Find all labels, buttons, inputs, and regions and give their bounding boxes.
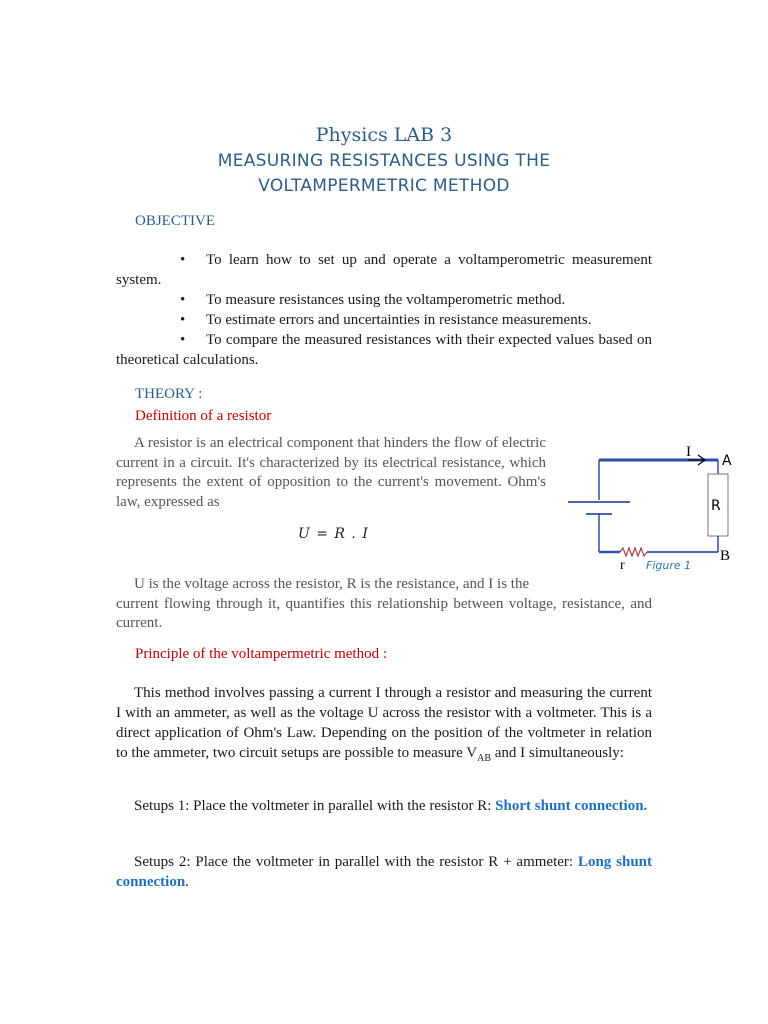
setup-1-paragraph: Setups 1: Place the voltmeter in parallel with the resistor R: Short shunt connection. [134, 798, 648, 814]
principle-heading: Principle of the voltampermetric method : [135, 646, 388, 662]
theory-heading: THEORY : [135, 386, 203, 402]
long-shunt-label: Long shunt connection [116, 854, 652, 890]
bullet-icon: • [180, 252, 186, 268]
bullet-icon: • [180, 332, 186, 348]
ohms-law-explanation: U is the voltage across the resistor, R is the resistance, and I is the current flowing through it, quantifies this relationship between voltage, resistance, and current. [116, 576, 652, 631]
resistor-definition-heading: Definition of a resistor [135, 408, 272, 424]
ohms-law-equation: U = R . I [298, 526, 369, 542]
setup-2-paragraph: Setups 2: Place the voltmeter in parallel with the resistor R + ammeter: Long shunt connection. [116, 854, 652, 890]
list-item: • To estimate errors and uncertainties in resistance measurements. [116, 310, 652, 330]
internal-resistance-zigzag [620, 548, 647, 556]
label-internal-r: r [620, 558, 625, 573]
list-item: • To compare the measured resistances with their expected values based on theoretical calculations. [116, 332, 652, 368]
lab-title: Physics LAB 3 [315, 124, 453, 146]
circuit-figure [560, 440, 760, 580]
short-shunt-label: Short shunt connection. [495, 798, 648, 814]
bullet-icon: • [180, 292, 186, 308]
objective-list [116, 250, 652, 370]
label-current: I [686, 444, 691, 460]
main-title-line1: MEASURING RESISTANCES USING THE [217, 151, 551, 171]
label-node-b: B [720, 548, 731, 564]
figure-caption: Figure 1 [646, 559, 692, 572]
bullet-icon: • [180, 312, 186, 328]
objective-heading: OBJECTIVE [135, 213, 215, 229]
list-item: • To learn how to set up and operate a voltamperometric measurement system. [116, 252, 652, 288]
label-resistor: R [711, 498, 721, 514]
list-item: • To measure resistances using the voltamperometric method. [116, 290, 652, 310]
main-title-line2: VOLTAMPERMETRIC METHOD [258, 176, 510, 196]
resistor-definition-paragraph: A resistor is an electrical component that hinders the flow of electric current in a circuit. It's characterized by its electrical resistance, which represents the extent of opposition to the current's movement. Ohm's law, expressed as [116, 435, 546, 510]
principle-paragraph: This method involves passing a current I through a resistor and measuring the current I with an ammeter, as well as the voltage U across the resistor with a voltmeter. This is a direct application of Ohm's Law. Depending on the position of the voltmeter in relation to the ammeter, two circuit setups are possible to measure $V_{AB}$ and I simultaneously: [116, 685, 652, 764]
label-node-a: A [722, 453, 732, 469]
